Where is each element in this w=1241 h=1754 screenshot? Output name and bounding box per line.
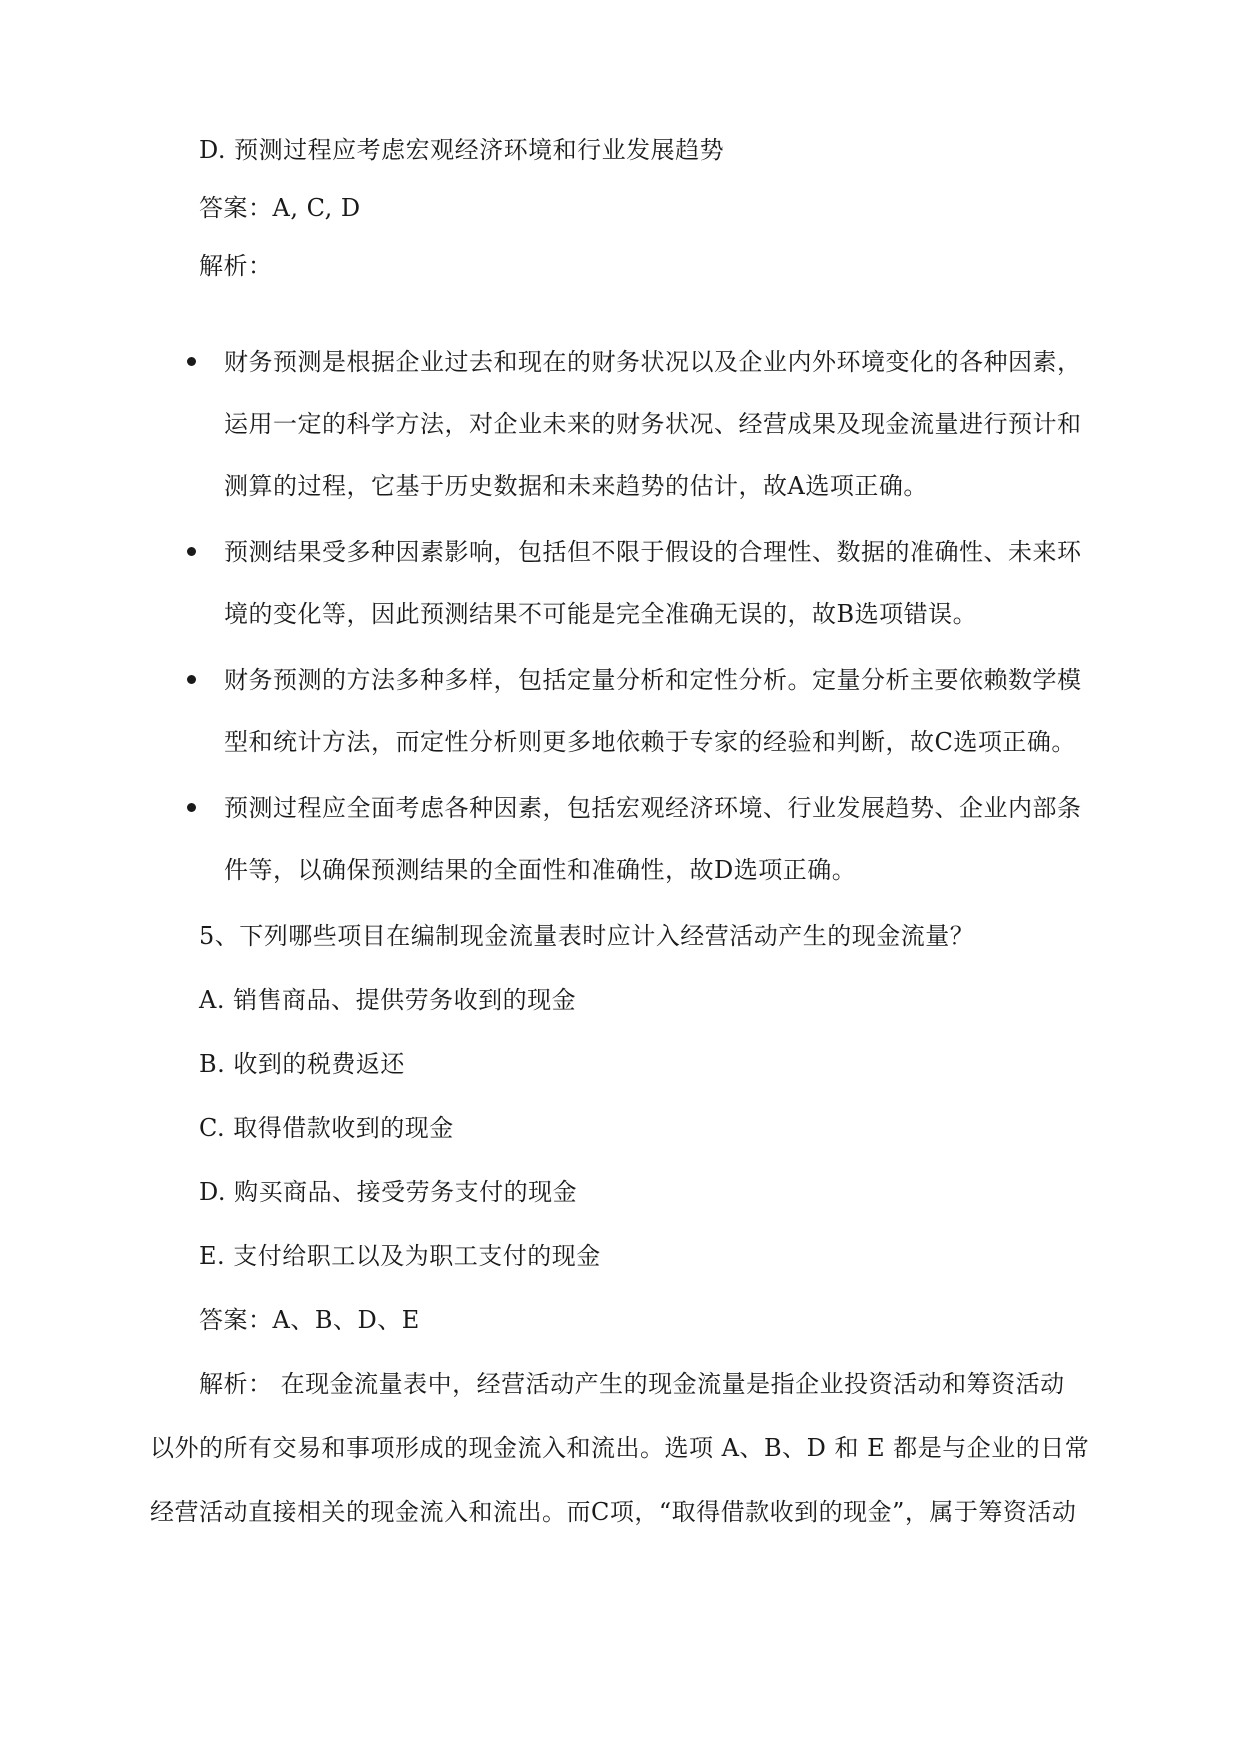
q5-option-c: C. 取得借款收到的现金 — [199, 1114, 454, 1142]
q4-bullet-2-line-2: 境的变化等，因此预测结果不可能是完全准确无误的，故B选项错误。 — [224, 600, 978, 628]
q5-analysis-line-1: 解析： 在现金流量表中，经营活动产生的现金流量是指企业投资活动和筹资活动 — [199, 1370, 1065, 1398]
q5-option-a: A. 销售商品、提供劳务收到的现金 — [199, 986, 577, 1014]
q4-bullet-2-line-1: 预测结果受多种因素影响，包括但不限于假设的合理性、数据的准确性、未来环 — [224, 538, 1082, 566]
q4-bullet-3-line-1: 财务预测的方法多种多样，包括定量分析和定性分析。定量分析主要依赖数学模 — [224, 666, 1082, 694]
bullet-icon — [187, 803, 196, 812]
q4-bullet-4-line-2: 件等，以确保预测结果的全面性和准确性，故D选项正确。 — [224, 856, 857, 884]
q4-bullet-3-line-2: 型和统计方法，而定性分析则更多地依赖于专家的经验和判断，故C选项正确。 — [224, 728, 1076, 756]
q5-option-b: B. 收到的税费返还 — [199, 1050, 405, 1078]
q4-bullet-4-line-1: 预测过程应全面考虑各种因素，包括宏观经济环境、行业发展趋势、企业内部条 — [224, 794, 1082, 822]
q4-option-d: D. 预测过程应考虑宏观经济环境和行业发展趋势 — [199, 136, 725, 164]
q5-analysis-line-3: 经营活动直接相关的现金流入和流出。而C项，“取得借款收到的现金”，属于筹资活动 — [150, 1498, 1077, 1526]
q5-option-e: E. 支付给职工以及为职工支付的现金 — [199, 1242, 601, 1270]
q4-bullet-1-line-3: 测算的过程，它基于历史数据和未来趋势的估计，故A选项正确。 — [224, 472, 928, 500]
q5-option-d: D. 购买商品、接受劳务支付的现金 — [199, 1178, 578, 1206]
q4-bullet-1-line-2: 运用一定的科学方法，对企业未来的财务状况、经营成果及现金流量进行预计和 — [224, 410, 1082, 438]
q4-analysis-label: 解析： — [199, 252, 273, 280]
q4-bullet-1-line-1: 财务预测是根据企业过去和现在的财务状况以及企业内外环境变化的各种因素， — [224, 348, 1082, 376]
q5-analysis-line-2: 以外的所有交易和事项形成的现金流入和流出。选项 A、B、D 和 E 都是与企业的日常 — [150, 1434, 1090, 1462]
bullet-icon — [187, 675, 196, 684]
q5-question: 5、下列哪些项目在编制现金流量表时应计入经营活动产生的现金流量？ — [199, 922, 975, 950]
bullet-icon — [187, 547, 196, 556]
q5-answer: 答案：A、B、D、E — [199, 1306, 420, 1334]
bullet-icon — [187, 357, 196, 366]
q4-answer: 答案：A, C, D — [199, 194, 361, 222]
